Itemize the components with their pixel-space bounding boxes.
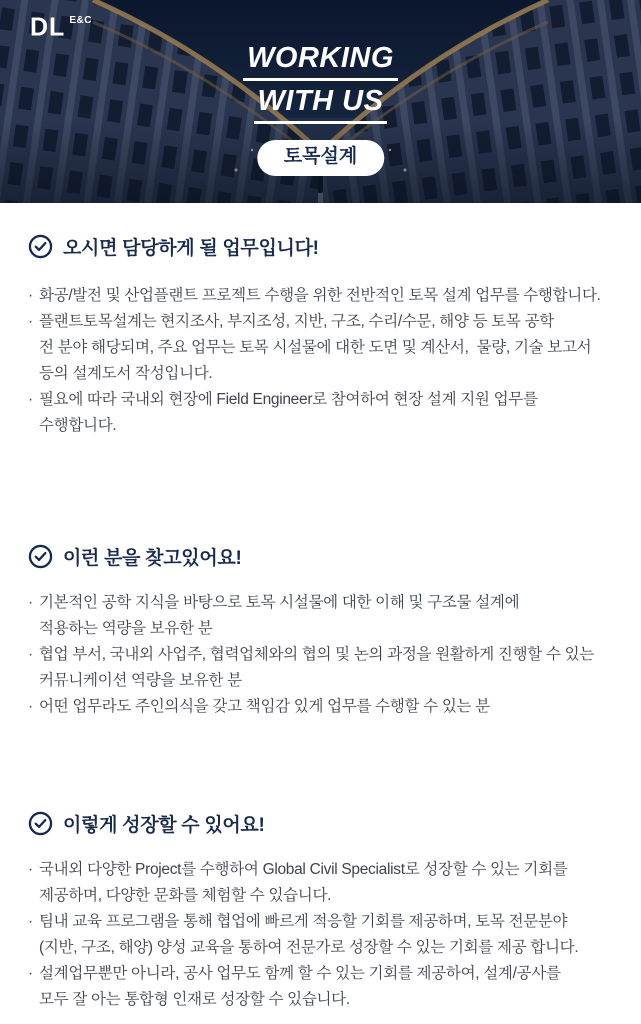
bullet-line: 수행합니다. (39, 417, 117, 434)
section-duties (28, 233, 631, 439)
bullet-line: 협업 부서, 국내외 사업주, 협력업체와의 협의 및 논의 과정을 원활하게 진행할 수 있는 (39, 646, 594, 663)
dl-enc-logo (30, 12, 92, 42)
list-item (28, 909, 631, 961)
section-heading-text: 이렇게 성장할 수 있어요! (63, 815, 265, 836)
bullet-line: 어떤 업무라도 주인의식을 갖고 책임감 있게 업무를 수행할 수 있는 분 (39, 698, 490, 715)
bullet-line: 모두 잘 아는 통합형 인재로 성장할 수 있습니다. (39, 991, 350, 1008)
hero-title-line2: WITH US (254, 87, 388, 124)
bullet-line: 적용하는 역량을 보유한 분 (39, 620, 213, 637)
content-area (0, 233, 641, 1013)
bullet-dot: · (28, 646, 34, 663)
bullet-dot: · (28, 391, 34, 408)
list-item (28, 309, 631, 387)
list-item (28, 857, 631, 909)
section-growth (28, 810, 631, 1013)
section-candidates-heading (28, 543, 631, 570)
bullet-line: 화공/발전 및 산업플랜트 프로젝트 수행을 위한 전반적인 토목 설계 업무를 수행합니다. (39, 287, 601, 304)
section-growth-list (28, 857, 631, 1013)
hero-banner (0, 0, 641, 203)
bullet-line: 플랜트토목설계는 현지조사, 부지조성, 지반, 구조, 수리/수문, 해양 등 토목 공학 (39, 313, 554, 330)
bullet-line: 등의 설계도서 작성입니다. (39, 365, 213, 382)
bullet-line: 팀내 교육 프로그램을 통해 협업에 빠르게 적응할 기회를 제공하며, 토목 전문분야 (39, 913, 568, 930)
bullet-line: 제공하며, 다양한 문화를 체험할 수 있습니다. (39, 887, 332, 904)
list-item (28, 642, 631, 694)
hero-title-line1: WORKING (243, 44, 398, 81)
logo-dl-text: DL (30, 12, 66, 42)
bullet-line: 커뮤니케이션 역량을 보유한 분 (39, 672, 242, 689)
check-circle-icon (28, 544, 53, 569)
bullet-line: 국내외 다양한 Project를 수행하여 Global Civil Specialist로 성장할 수 있는 기회를 (39, 861, 568, 878)
bullet-dot: · (28, 913, 34, 930)
bullet-dot: · (28, 861, 34, 878)
bullet-line: 기본적인 공학 지식을 바탕으로 토목 시설물에 대한 이해 및 구조물 설계에 (39, 594, 520, 611)
bullet-line: 필요에 따라 국내외 현장에 Field Engineer로 참여하여 현장 설계 지원 업무를 (39, 391, 538, 408)
bullet-dot: · (28, 594, 34, 611)
bullet-dot: · (28, 287, 34, 304)
section-growth-heading (28, 810, 631, 837)
check-circle-icon (28, 811, 53, 836)
hero-title (0, 44, 641, 124)
section-heading-text: 이런 분을 찾고있어요! (63, 548, 242, 569)
section-candidates-list (28, 590, 631, 720)
bullet-line: 전 분야 해당되며, 주요 업무는 토목 시설물에 대한 도면 및 계산서, 물량, 기술 보고서 (39, 339, 592, 356)
section-heading-text: 오시면 담당하게 될 업무입니다! (63, 238, 319, 259)
list-item (28, 694, 631, 720)
bullet-line: (지반, 구조, 해양) 양성 교육을 통하여 전문가로 성장할 수 있는 기회를 제공 합니다. (39, 939, 579, 956)
section-candidates (28, 543, 631, 720)
bullet-dot: · (28, 965, 34, 982)
list-item (28, 283, 631, 309)
section-duties-heading (28, 233, 631, 260)
check-circle-icon (28, 234, 53, 259)
section-duties-list (28, 283, 631, 439)
job-category-badge: 토목설계 (257, 140, 384, 176)
logo-ec-text: E&C (69, 15, 92, 26)
list-item (28, 387, 631, 439)
list-item (28, 590, 631, 642)
bullet-dot: · (28, 698, 34, 715)
bullet-line: 설계업무뿐만 아니라, 공사 업무도 함께 할 수 있는 기회를 제공하여, 설계/공사를 (39, 965, 561, 982)
list-item (28, 961, 631, 1013)
bullet-dot: · (28, 313, 34, 330)
